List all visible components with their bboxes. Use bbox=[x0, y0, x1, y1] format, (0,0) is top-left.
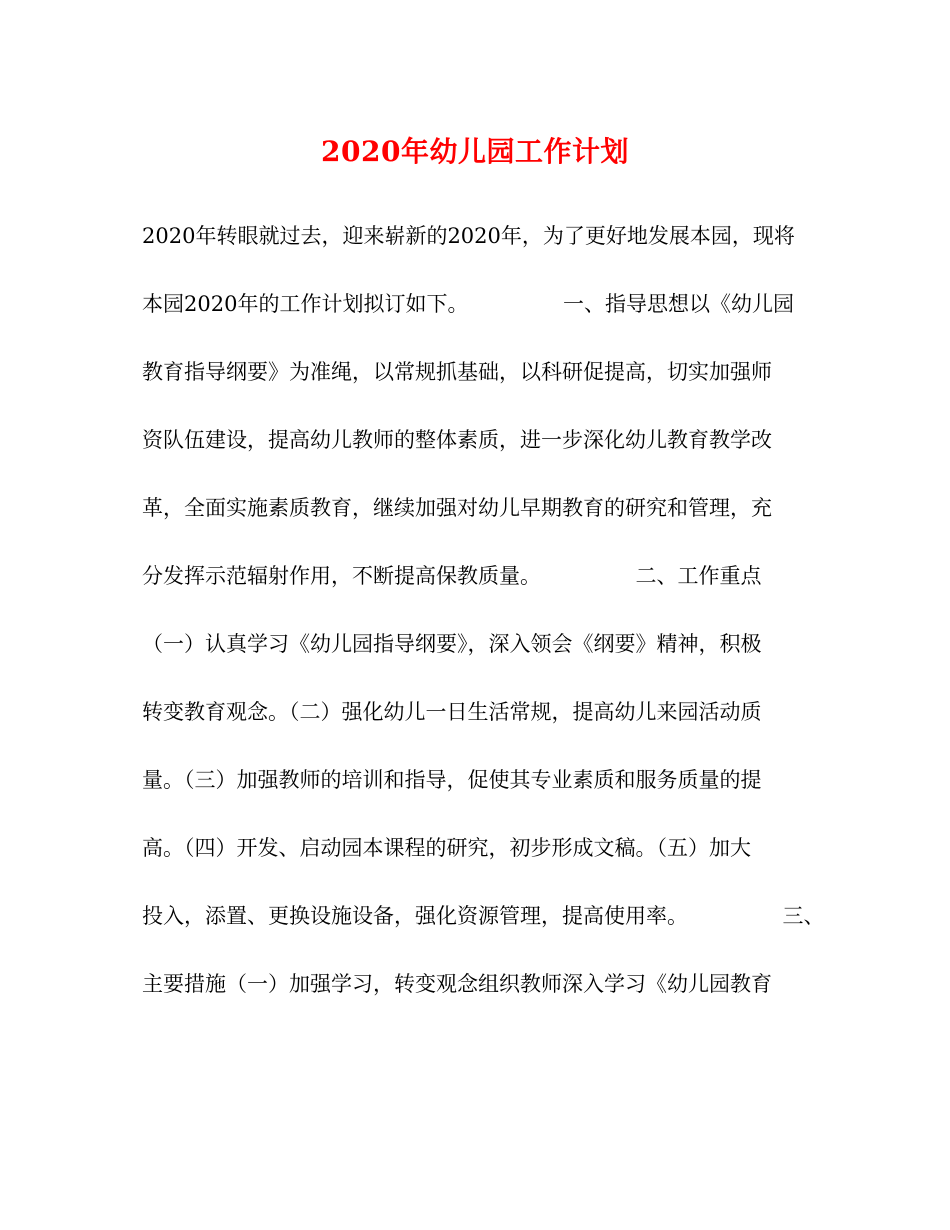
text-line: 革，全面实施素质教育，继续加强对幼儿早期教育的研究和管理，充 bbox=[142, 496, 772, 520]
text-line: 高。（四）开发、启动园本课程的研究，初步形成文稿。（五）加大 bbox=[142, 836, 751, 860]
text-line: 本园2020年的工作计划拟订如下。 一、指导思想以《幼儿园 bbox=[142, 292, 794, 316]
page-title: 2020年幼儿园工作计划 bbox=[321, 135, 629, 168]
text-line: （一）认真学习《幼儿园指导纲要》，深入领会《纲要》精神，积极 bbox=[142, 632, 762, 656]
text-line: 转变教育观念。（二）强化幼儿一日生活常规，提高幼儿来园活动质 bbox=[142, 700, 762, 724]
text-line: 资队伍建设，提高幼儿教师的整体素质，进一步深化幼儿教育教学改 bbox=[142, 428, 772, 452]
body-text bbox=[142, 212, 825, 1028]
text-line: 投入，添置、更换设施设备，强化资源管理，提高使用率。 三、 bbox=[142, 904, 825, 928]
text-line: 分发挥示范辐射作用，不断提高保教质量。 二、工作重点 bbox=[142, 564, 762, 588]
text-line: 2020年转眼就过去，迎来崭新的2020年，为了更好地发展本园，现将 bbox=[142, 224, 795, 248]
text-line: 量。（三）加强教师的培训和指导，促使其专业素质和服务质量的提 bbox=[142, 768, 762, 792]
text-line: 主要措施（一）加强学习，转变观念组织教师深入学习《幼儿园教育 bbox=[142, 972, 772, 996]
text-line: 教育指导纲要》为准绳，以常规抓基础，以科研促提高，切实加强师 bbox=[142, 360, 772, 384]
